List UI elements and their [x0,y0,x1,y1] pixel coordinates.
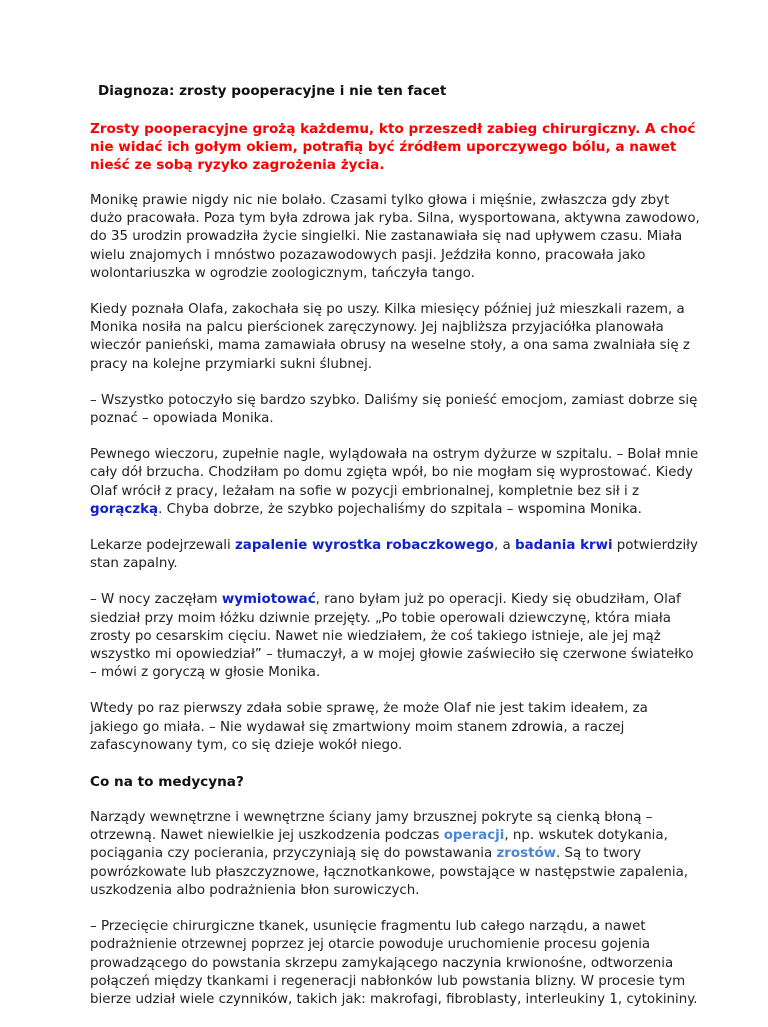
link-zapalenie-wyrostka[interactable]: zapalenie wyrostka robaczkowego [235,538,495,554]
paragraph-5 [90,537,700,573]
section-heading: Co na to medycyna? [90,774,244,791]
link-goraczka[interactable]: gorączką [90,501,159,517]
link-wymiotowac[interactable]: wymiotować [221,592,316,608]
paragraph-3: – Wszystko potoczyło się bardzo szybko. Daliśmy się ponieść emocjom, zamiast dobrze się poznać – opowiada Monika. [90,392,698,427]
article-title: Diagnoza: zrosty pooperacyjne i nie ten facet [98,83,447,99]
paragraph-6-text-b: , rano byłam już po operacji. Kiedy się obudziłam, Olaf siedział przy moim łóżku dziwnie przejęty. „Po tobie operowali dziewczynę, która miała zrosty po cesarskim cięciu. Nawet nie wiedziałem, że coś takiego istnieje, ale jej mąż wszystko mi opowiedział” – tłumaczył, a w mojej głowie zaświeciło się czerwone światełko – mówi z goryczą w głosie Monika. [90,592,694,681]
paragraph-1: Monikę prawie nigdy nic nie bolało. Czasami tylko głowa i mięśnie, zwłaszcza gdy zbyt dużo pracowała. Poza tym była zdrowa jak ryba. Silna, wysportowana, aktywna zawodowo, do 35 urodzin prowadziła życie singielki. Nie zastanawiała się nad upływem czasu. Miała wielu znajomych i mnóstwo pozazawodowych pasji. Jeździła konno, pracowała jako wolontariuszka w ogrodzie zoologicznym, tańczyła tango. [90,193,700,281]
paragraph-2: Kiedy poznała Olafa, zakochała się po uszy. Kilka miesięcy później już mieszkali razem, a Monika nosiła na palcu pierścionek zaręczynowy. Jej najbliższa przyjaciółka planowała wieczór panieński, mama zamawiała obrusy na weselne stoły, a ona sama zwalniała się z pracy na kolejne przymiarki sukni ślubnej. [90,302,690,372]
paragraph-7-text-b: , a raczej zafascynowany tym, co się dzieje wokół niego. [90,719,625,753]
link-zdrowia[interactable]: zdrowia [511,719,564,735]
paragraph-6 [90,591,700,682]
paragraph-4-text-a: Pewnego wieczoru, zupełnie nagle, wylądowała na ostrym dyżurze w szpitalu. – Bolał mnie cały dół brzucha. Chodziłam po domu zgięta wpół, bo nie mogłam się wyprostować. Kiedy Olaf wrócił z pracy, leżałam na sofie w pozycji embrionalnej, kompletnie bez sił i z [90,447,699,499]
paragraph-8-text-a: Narządy wewnętrzne i wewnętrzne ściany jamy brzusznej pokryte są cienką błoną – otrzewną. Nawet niewielkie jej uszkodzenia podczas [90,810,653,844]
paragraph-5-text-c: potwierdziły stan zapalny. [90,538,698,572]
link-operacji[interactable]: operacji [443,828,505,844]
link-naczynia[interactable]: naczynia [442,955,502,971]
paragraph-8-text-b: , np. wskutek dotykania, pociągania czy pocierania, przyczyniają się do powstawania [90,828,668,862]
link-badania-krwi[interactable]: badania krwi [515,538,613,554]
paragraph-4-text-b: . Chyba dobrze, że szybko pojechaliśmy do szpitala – wspomina Monika. [158,501,642,517]
article [90,82,700,1027]
paragraph-7 [90,700,700,755]
paragraph-8-text-c: . Są to twory powrózkowate lub płaszczyznowe, łącznotkankowe, powstające w następstwie zapalenia, uszkodzenia albo podrażnienia błon surowiczych. [90,846,689,898]
paragraph-8 [90,809,700,900]
paragraph-4 [90,446,700,519]
paragraph-9-text-a: – Przecięcie chirurgiczne tkanek, usunięcie fragmentu lub całego narządu, a nawet podrażnienie otrzewnej poprzez jej otarcie powoduje uruchomienie procesu gojenia prowadzącego do powstania skrzepu zamykającego [90,919,651,971]
paragraph-9-text-b: krwionośne, odtworzenia połączeń między tkankami i regeneracji nabłonków lub powstania blizny. W procesie tym bierze udział wiele czynników, takich jak: makrofagi, fibroblasty, interleukiny 1, cytokininy. [90,955,698,1007]
article-lead: Zrosty pooperacyjne grożą każdemu, kto przeszedł zabieg chirurgiczny. A choć nie widać ich gołym okiem, potrafią być źródłem uporczywego bólu, a nawet nieść ze sobą ryzyko zagrożenia życia. [90,121,696,173]
paragraph-6-text-a: – W nocy zaczęłam [90,592,222,608]
paragraph-9 [90,918,700,1009]
link-zrostow[interactable]: zrostów [496,846,557,862]
paragraph-5-text-b: , a [494,538,515,554]
paragraph-7-text-a: Wtedy po raz pierwszy zdała sobie sprawę, że może Olaf nie jest takim ideałem, za jakiego go miała. – Nie wydawał się zmartwiony moim stanem [90,701,648,735]
paragraph-5-text-a: Lekarze podejrzewali [90,538,235,554]
